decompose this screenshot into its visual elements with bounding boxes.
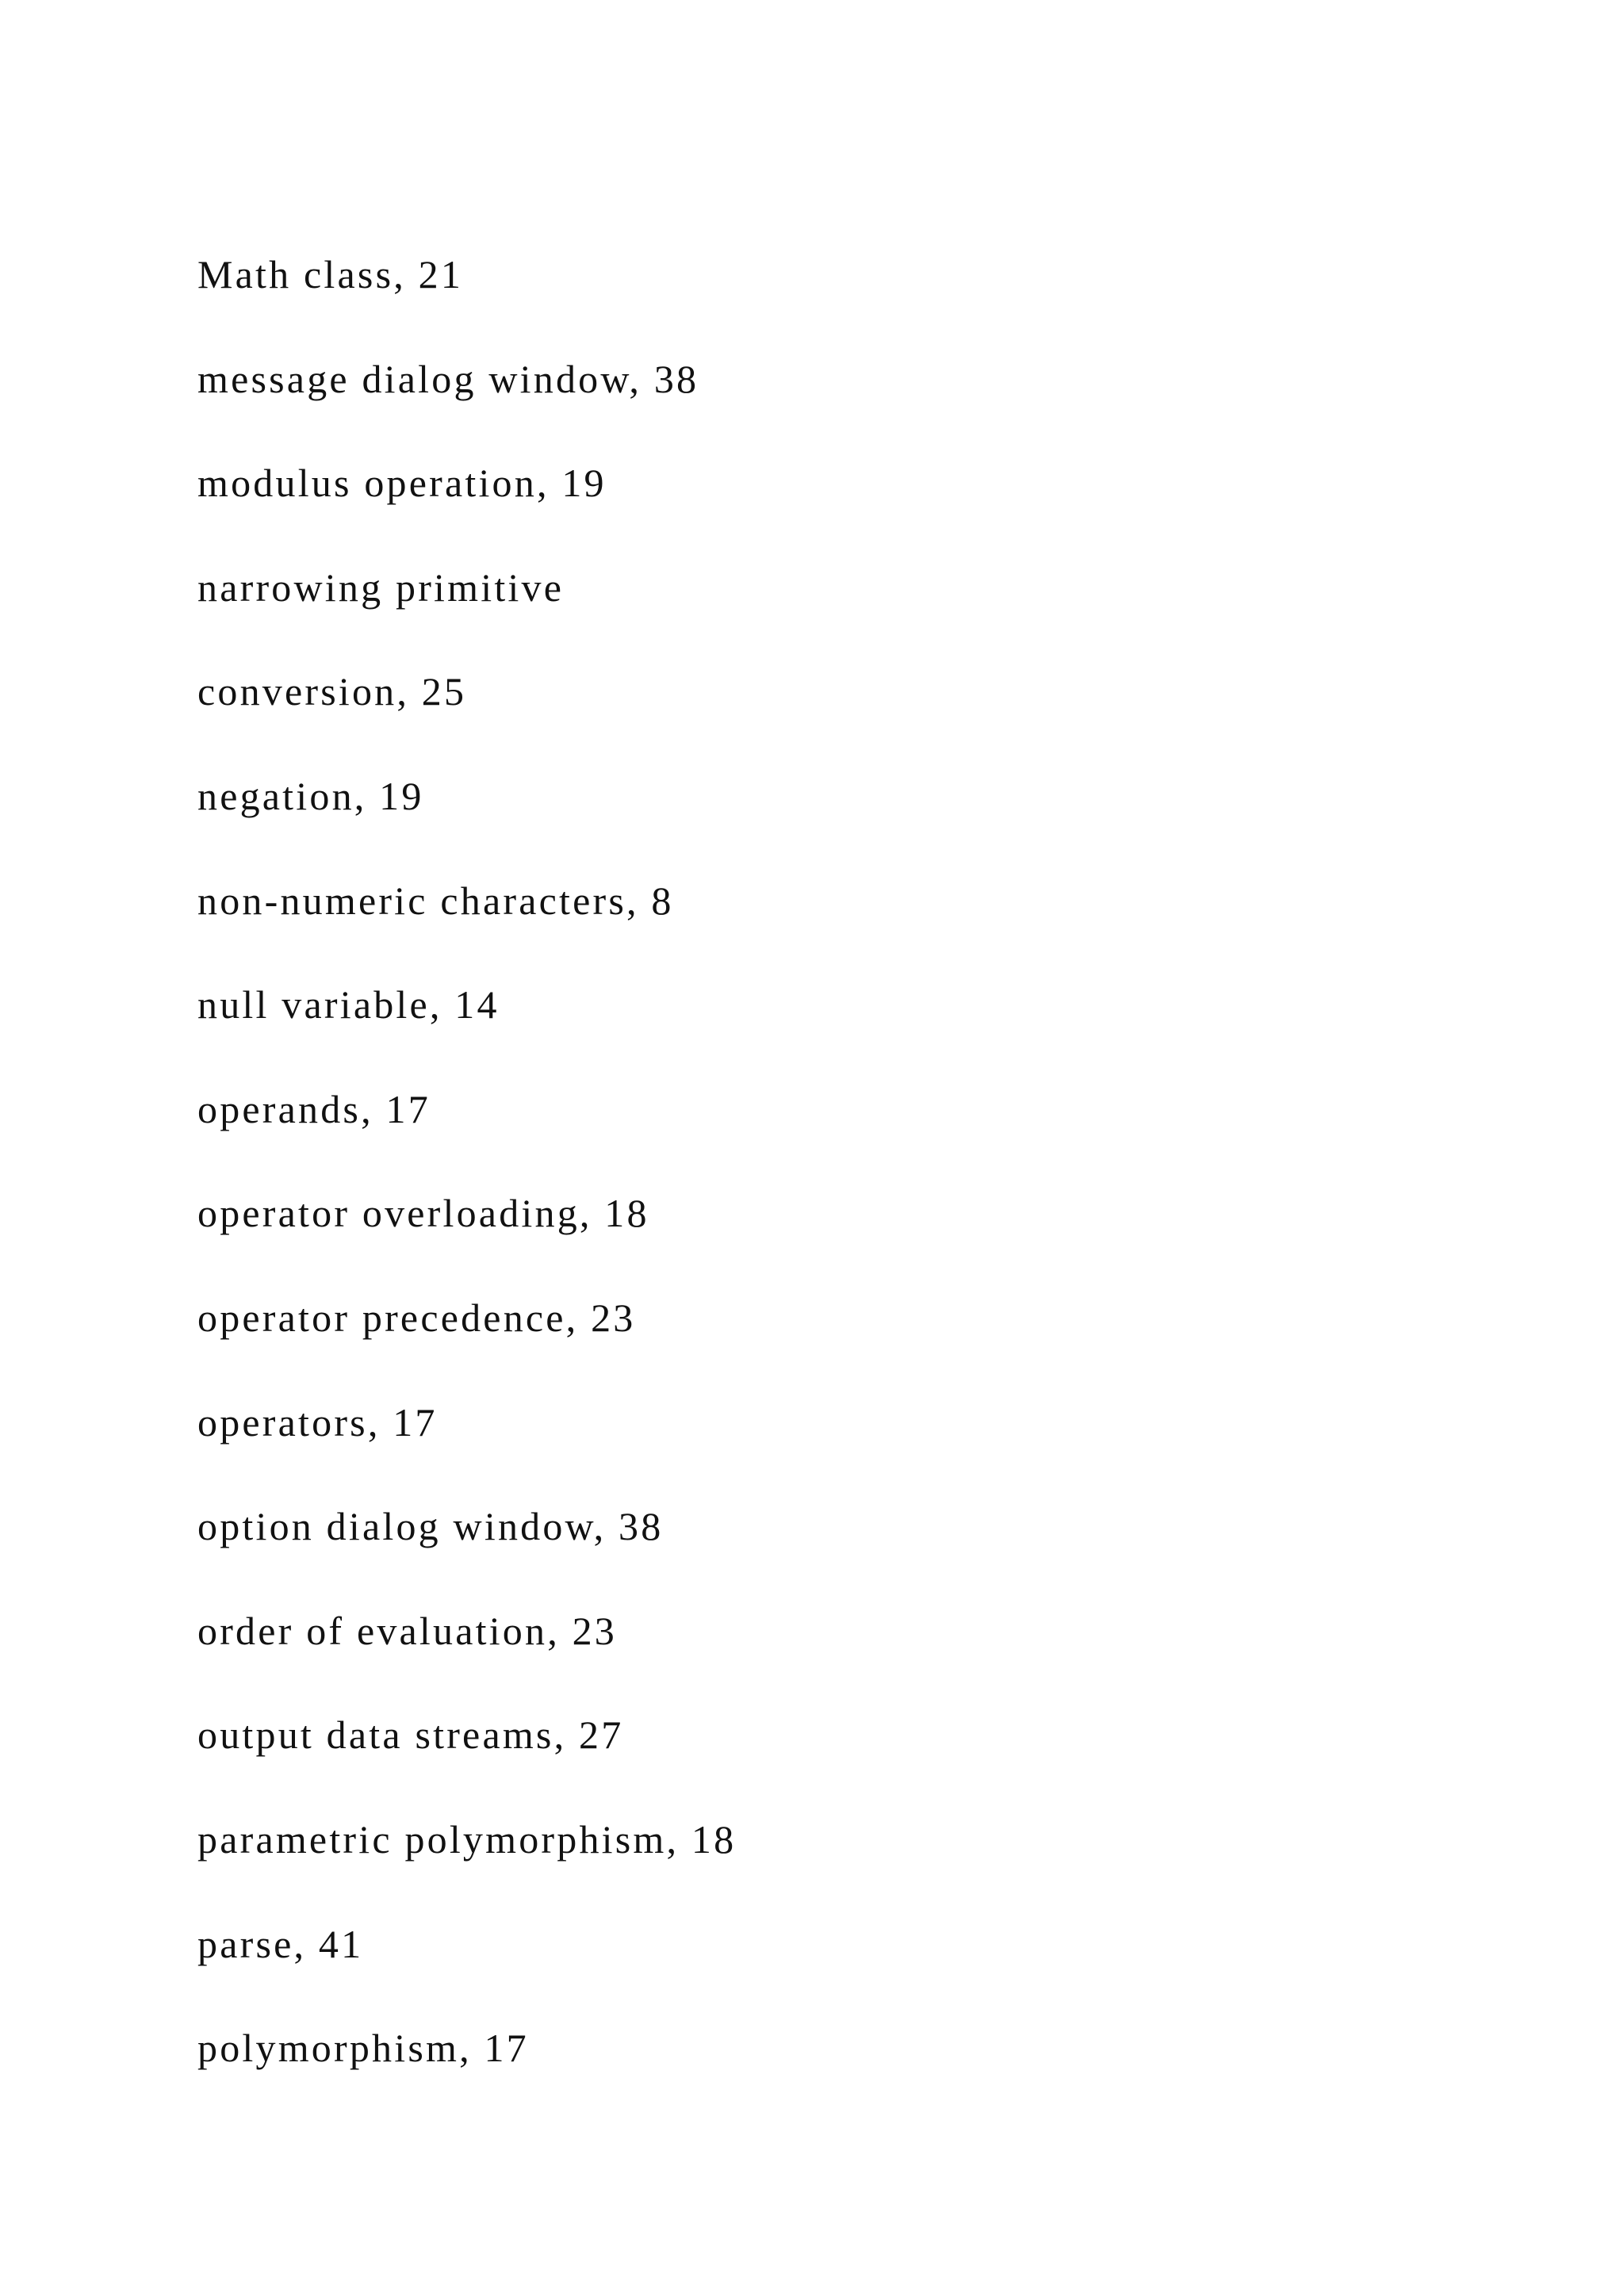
index-entry: parse, 41 (197, 1921, 364, 1966)
index-entry: negation, 19 (197, 773, 424, 818)
index-entry: narrowing primitive (197, 564, 565, 610)
index-entry: operator precedence, 23 (197, 1295, 636, 1340)
index-entry: message dialog window, 38 (197, 356, 699, 401)
index-entry: operands, 17 (197, 1086, 431, 1131)
index-entry: order of evaluation, 23 (197, 1608, 617, 1653)
index-list (197, 250, 736, 2128)
index-entry: non-numeric characters, 8 (197, 878, 674, 923)
index-entry: parametric polymorphism, 18 (197, 1816, 737, 1862)
index-entry: null variable, 14 (197, 982, 500, 1027)
index-entry: option dialog window, 38 (197, 1504, 664, 1549)
index-entry: operator overloading, 18 (197, 1191, 649, 1236)
index-entry: Math class, 21 (197, 252, 464, 297)
index-entry: polymorphism, 17 (197, 2026, 529, 2071)
index-entry: conversion, 25 (197, 669, 467, 714)
index-entry: output data streams, 27 (197, 1712, 624, 1758)
index-entry: operators, 17 (197, 1399, 438, 1445)
index-entry: modulus operation, 19 (197, 461, 607, 506)
